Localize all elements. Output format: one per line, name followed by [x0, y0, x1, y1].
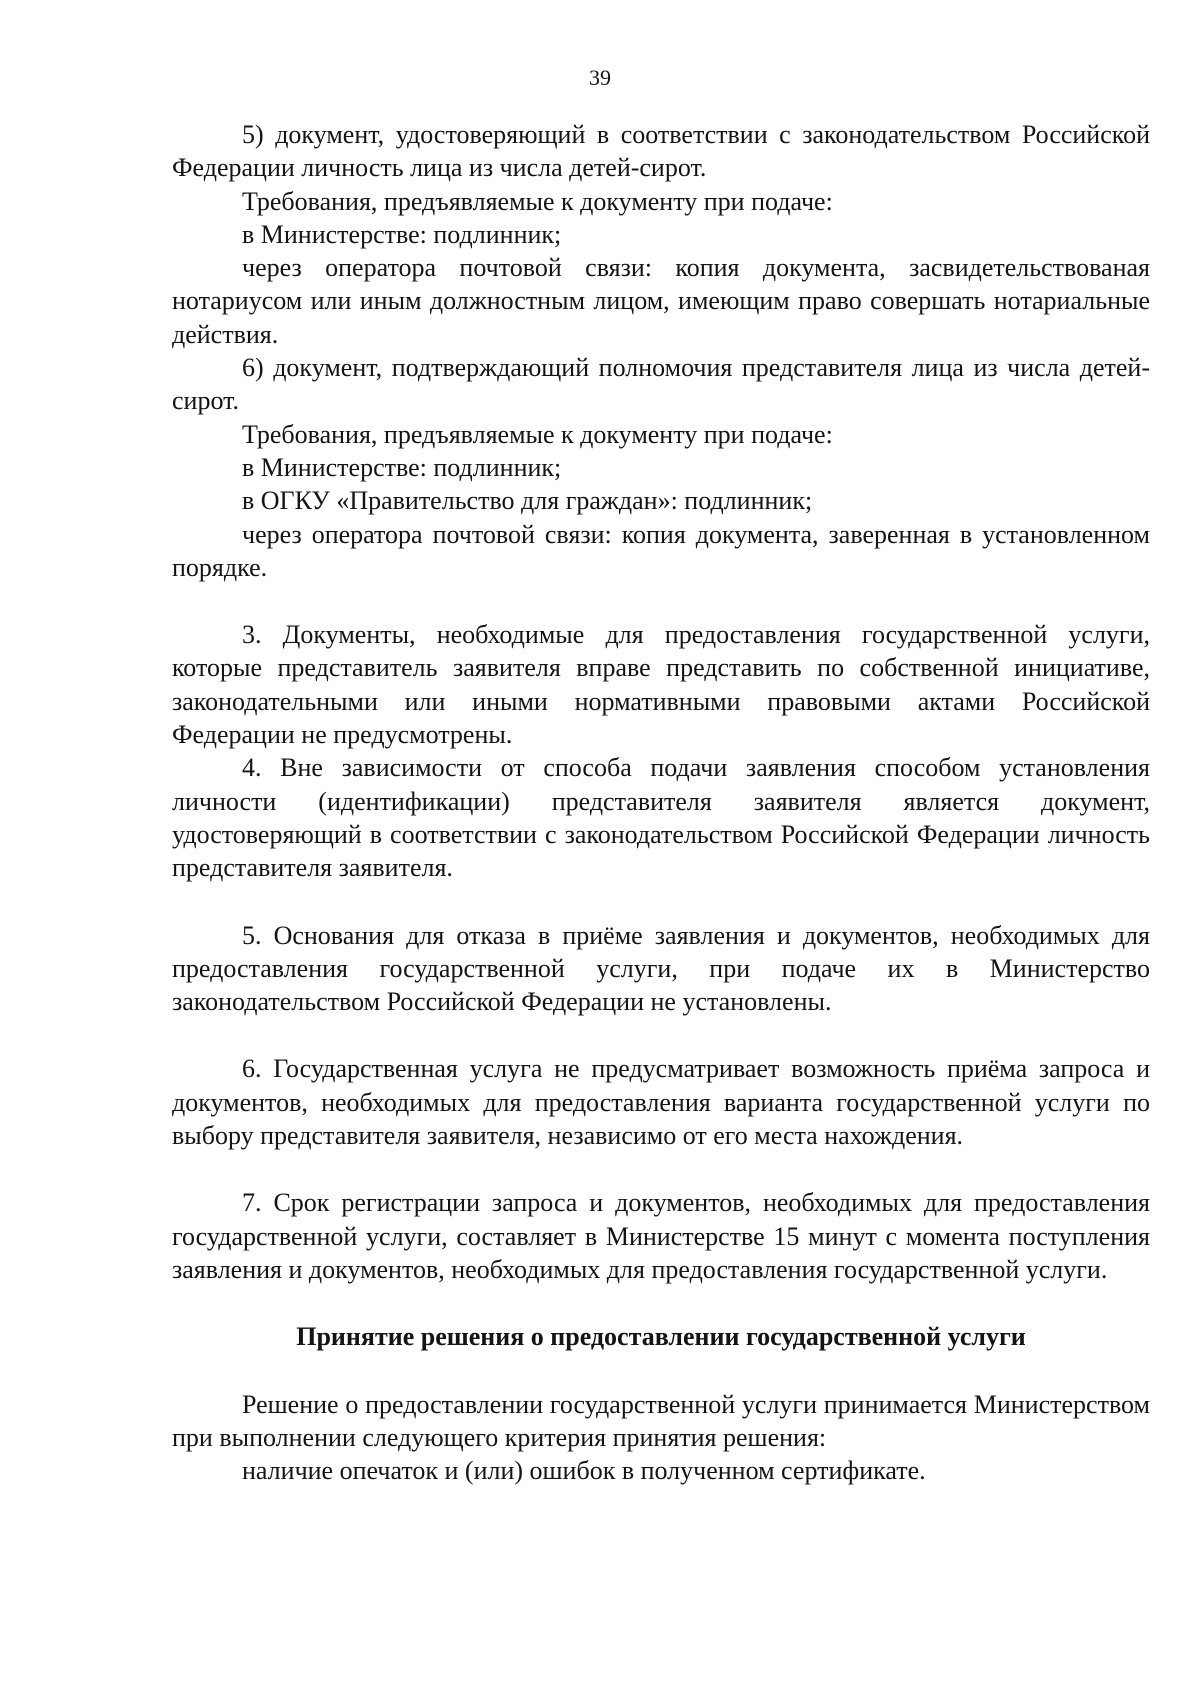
- paragraph-postal-certified-copy: через оператора почтовой связи: копия документа, заверенная в установленном порядке.: [172, 519, 1150, 582]
- document-body: [172, 118, 1150, 1487]
- page-number: 39: [589, 65, 611, 90]
- paragraph-section-5: 5. Основания для отказа в приёме заявления и документов, необходимых для предоставления государственной услуги, при подаче их в Министерство законодательством Российской Федерации не установлены.: [172, 920, 1150, 1017]
- paragraph-criterion: наличие опечаток и (или) ошибок в полученном сертификате.: [242, 1456, 926, 1486]
- paragraph-section-3: 3. Документы, необходимые для предоставления государственной услуги, которые представитель заявителя вправе представить по собственной инициативе, законодательными или иными нормативными правовыми актами Российской Федерации не предусмотрены.: [172, 620, 1150, 750]
- paragraph-requirements-intro-2: Требования, предъявляемые к документу при подаче:: [242, 419, 833, 449]
- paragraph-requirements-intro-1: Требования, предъявляемые к документу при подаче:: [242, 186, 833, 216]
- paragraph-section-7: 7. Срок регистрации запроса и документов, необходимых для предоставления государственной услуги, составляет в Министерстве 15 минут с момента поступления заявления и документов, необходимых для предоставления государственной услуги.: [172, 1188, 1150, 1284]
- paragraph-item-6-authority-document: 6) документ, подтверждающий полномочия представителя лица из числа детей-сирот.: [172, 353, 1150, 416]
- paragraph-decision: Решение о предоставлении государственной услуги принимается Министерством при выполнении следующего критерия принятия решения:: [172, 1389, 1150, 1452]
- paragraph-section-4: 4. Вне зависимости от способа подачи заявления способом установления личности (идентификации) представителя заявителя является документ, удостоверяющий в соответствии с законодательством Российской Федерации личность представителя заявителя.: [172, 753, 1150, 883]
- paragraph-postal-notarized-copy: через оператора почтовой связи: копия документа, засвидетельствованая нотариусом или иным должностным лицом, имеющим право совершать нотариальные действия.: [172, 253, 1150, 349]
- section-heading: Принятие решения о предоставлении государственной услуги: [296, 1322, 1026, 1352]
- paragraph-ministry-original-1: в Министерстве: подлинник;: [242, 219, 562, 249]
- paragraph-ogku-original: в ОГКУ «Правительство для граждан»: подлинник;: [242, 486, 813, 516]
- paragraph-item-5-identity-document: 5) документ, удостоверяющий в соответствии с законодательством Российской Федерации личность лица из числа детей-сирот.: [172, 120, 1150, 183]
- paragraph-ministry-original-2: в Министерстве: подлинник;: [242, 452, 562, 482]
- paragraph-section-6: 6. Государственная услуга не предусматривает возможность приёма запроса и документов, необходимых для предоставления варианта государственной услуги по выбору представителя заявителя, независимо от его места нахождения.: [172, 1054, 1150, 1151]
